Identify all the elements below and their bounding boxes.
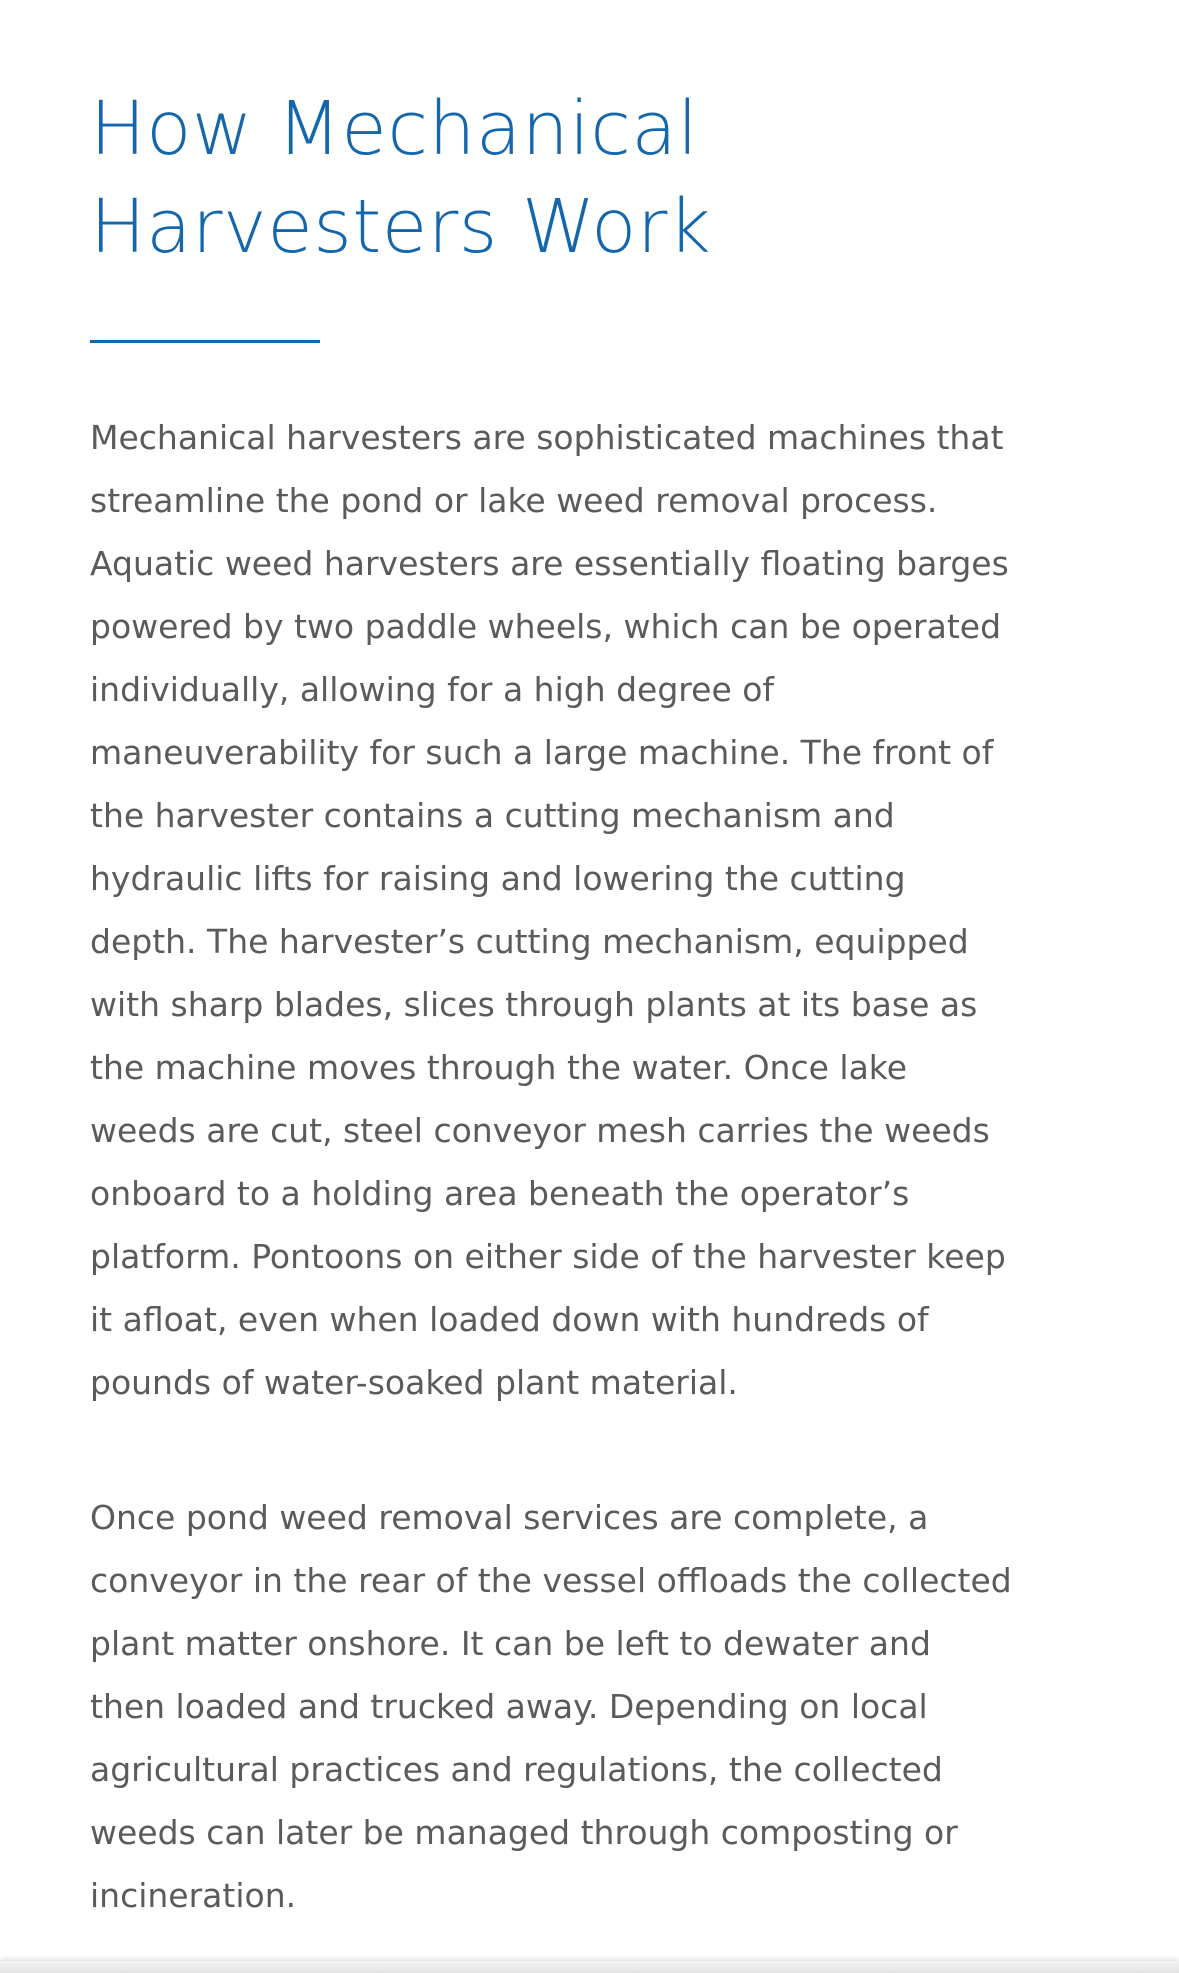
bottom-toolbar-edge — [0, 1961, 1179, 1973]
page-title: How Mechanical Harvesters Work — [90, 86, 712, 270]
body-paragraph-2: Once pond weed removal services are complete, a conveyor in the rear of the vessel offloads the collected plant matter onshore. It can be left to dewater and then loaded and trucked away. Depending on local agricultural practices and regulations, the collected weeds can later be managed through composting or incineration. — [90, 1498, 1012, 1915]
article-content — [90, 80, 1090, 1927]
body-paragraph-1: Mechanical harvesters are sophisticated machines that streamline the pond or lake weed removal process. Aquatic weed harvesters are essentially floating barges powered by two paddle wheels, which can be operated individually, allowing for a high degree of maneuverability for such a large machine. The front of the harvester contains a cutting mechanism and hydraulic lifts for raising and lowering the cutting depth. The harvester’s cutting mechanism, equipped with sharp blades, slices through plants at its base as the machine moves through the water. Once lake weeds are cut, steel conveyor mesh carries the weeds onboard to a holding area beneath the operator’s platform. Pontoons on either side of the harvester keep it afloat, even when loaded down with hundreds of pounds of water-soaked plant material. — [90, 418, 1009, 1402]
title-divider — [90, 340, 320, 343]
